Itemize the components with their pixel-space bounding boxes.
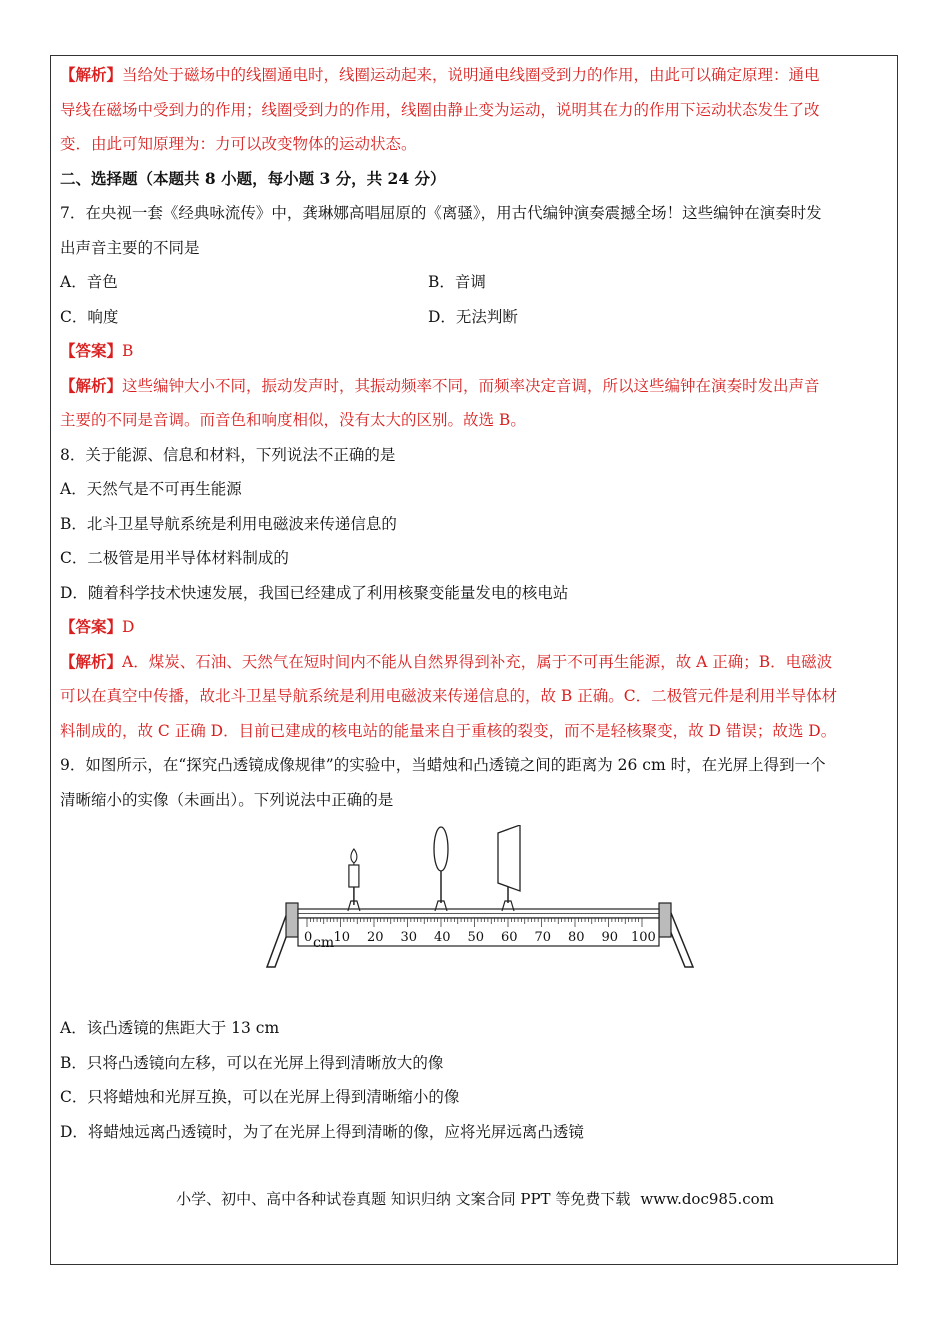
option-b: B．北斗卫星导航系统是利用电磁波来传递信息的 — [60, 514, 397, 533]
document-body — [60, 58, 890, 1149]
unit-label: cm — [313, 935, 335, 951]
option-b: B．音调 — [428, 273, 486, 291]
question-stem: 9．如图所示，在“探究凸透镜成像规律”的实验中，当蜡烛和凸透镜之间的距离为 26 cm 时，在光屏上得到一个 — [60, 756, 826, 774]
question-stem: 清晰缩小的实像（未画出）。下列说法中正确的是 — [60, 790, 394, 809]
option-c: C．响度 — [60, 307, 119, 326]
scale-tick-label: 0 — [304, 930, 313, 945]
analysis-line: 导线在磁场中受到力的作用；线圈受到力的作用，线圈由静止变为运动，说明其在力的作用下运动状态发生了改 — [60, 100, 820, 119]
option-row — [60, 300, 890, 335]
scale-tick-label: 50 — [467, 930, 485, 945]
option-a: A．该凸透镜的焦距大于 13 cm — [60, 1019, 280, 1037]
footer-text: 小学、初中、高中各种试卷真题 知识归纳 文案合同 PPT 等免费下载 — [176, 1190, 631, 1208]
right-end-block — [659, 903, 671, 937]
optical-bench-figure — [60, 817, 890, 1011]
light-screen — [498, 825, 520, 911]
option-d: D．将蜡烛远离凸透镜时，为了在光屏上得到清晰的像，应将光屏远离凸透镜 — [60, 1122, 584, 1141]
analysis-line: 【解析】这些编钟大小不同，振动发声时，其振动频率不同，而频率决定音调，所以这些编钟在演奏时发出声音 — [60, 375, 820, 395]
scale-tick-label: 100 — [631, 930, 656, 945]
analysis-line: 可以在真空中传播，故北斗卫星导航系统是利用电磁波来传递信息的，故 B 正确。C．二极管元件是利用半导体材 — [60, 687, 838, 705]
scale-tick-label: 40 — [434, 930, 451, 945]
analysis-line: 【解析】A．煤炭、石油、天然气在短时间内不能从自然界得到补充，属于不可再生能源，故 A 正确；B．电磁波 — [60, 651, 833, 671]
option-d: D．随着科学技术快速发展，我国已经建成了利用核聚变能量发电的核电站 — [60, 583, 569, 602]
left-end-block — [286, 903, 298, 937]
scale-tick-label: 60 — [501, 930, 518, 945]
question-stem: 出声音主要的不同是 — [60, 238, 200, 257]
analysis-line: 【解析】当给处于磁场中的线圈通电时，线圈运动起来，说明通电线圈受到力的作用，由此可以确定原理：通电 — [60, 65, 820, 84]
footer-url: www.doc985.com — [640, 1190, 774, 1208]
question-stem: 8．关于能源、信息和材料，下列说法不正确的是 — [60, 445, 396, 464]
answer-line: 【答案】B — [60, 341, 134, 360]
section-title: 二、选择题（本题共 8 小题，每小题 3 分，共 24 分） — [60, 168, 446, 188]
analysis-tag: 【解析】 — [60, 65, 123, 84]
option-c: C．只将蜡烛和光屏互换，可以在光屏上得到清晰缩小的像 — [60, 1088, 460, 1106]
scale-tick-label: 20 — [367, 930, 384, 945]
scale-tick-label: 10 — [333, 930, 351, 945]
page-footer — [0, 1188, 950, 1209]
option-d: D．无法判断 — [428, 307, 518, 326]
scale-tick-label: 80 — [568, 930, 585, 945]
scale-tick-label: 30 — [400, 930, 418, 945]
analysis-line: 主要的不同是音调。而音色和响度相似，没有太大的区别。故选 B。 — [60, 411, 526, 429]
option-b: B．只将凸透镜向左移，可以在光屏上得到清晰放大的像 — [60, 1053, 444, 1072]
scale-tick-label: 70 — [534, 930, 552, 945]
answer-value: D — [122, 618, 135, 636]
answer-line: 【答案】D — [60, 617, 135, 636]
scale-tick-label: 90 — [601, 930, 619, 945]
option-row — [60, 265, 890, 300]
option-a: A．音色 — [60, 273, 118, 291]
option-a: A．天然气是不可再生能源 — [60, 480, 242, 498]
answer-value: B — [122, 342, 134, 360]
candle — [348, 849, 360, 911]
option-c: C．二极管是用半导体材料制成的 — [60, 549, 289, 567]
question-stem: 7．在央视一套《经典咏流传》中，龚琳娜高唱屈原的《离骚》，用古代编钟演奏震撼全场！这些编钟在演奏时发 — [60, 204, 822, 222]
analysis-line: 变．由此可知原理为：力可以改变物体的运动状态。 — [60, 135, 417, 153]
optical-bench-diagram — [265, 825, 695, 1000]
analysis-line: 料制成的，故 C 正确 D．目前已建成的核电站的能量来自于重核的裂变，而不是轻核聚变，故 D 错误；故选 D。 — [60, 721, 837, 740]
convex-lens — [434, 827, 448, 911]
